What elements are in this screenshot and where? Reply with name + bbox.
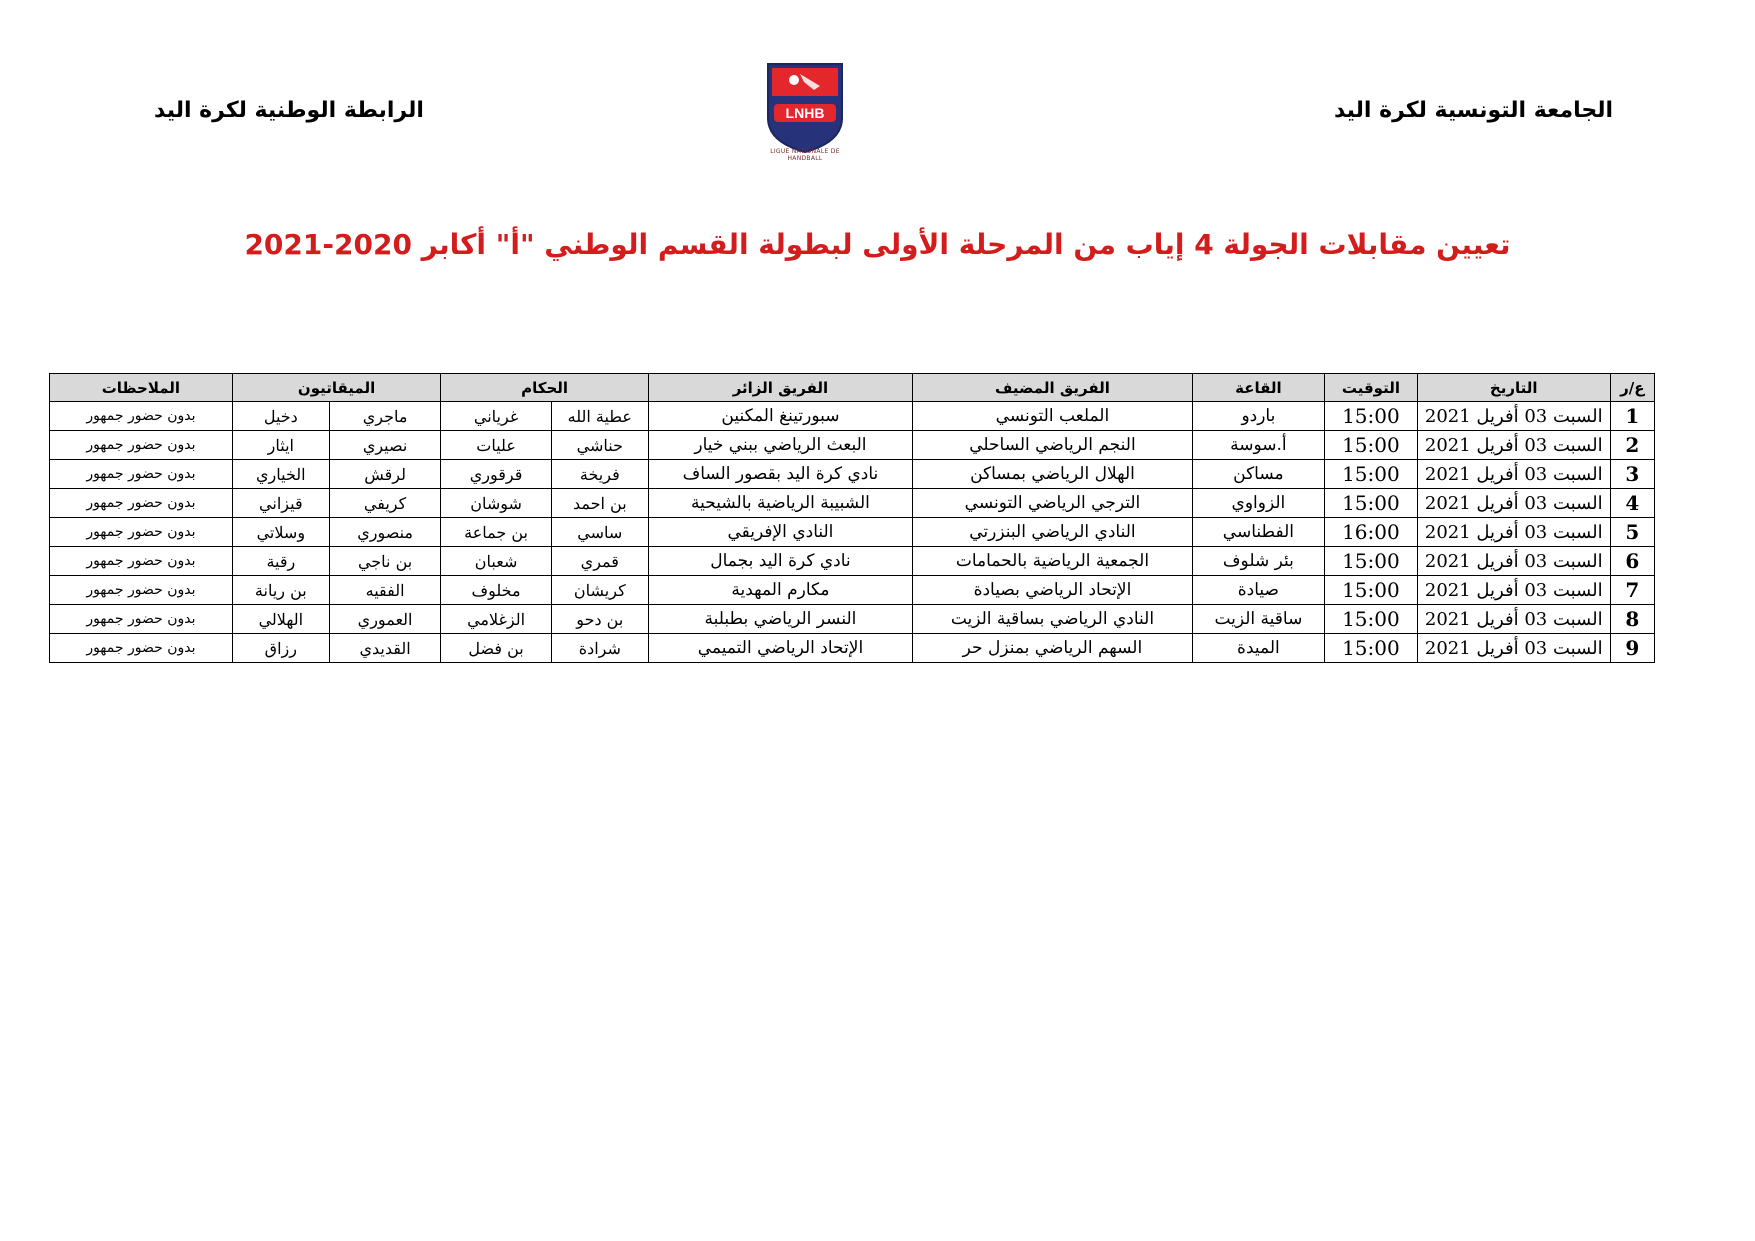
row-timekeeper-1: ماجري	[329, 402, 440, 431]
row-home-team: النادي الرياضي البنزرتي	[913, 518, 1193, 547]
header-home: الفريق المضيف	[913, 374, 1193, 402]
logo-text: LNHB	[785, 105, 825, 121]
table-row	[50, 576, 1655, 605]
row-note: بدون حضور جمهور	[50, 634, 233, 663]
schedule-table	[49, 373, 1655, 663]
row-time: 15:00	[1324, 431, 1417, 460]
row-referee-1: فريخة	[551, 460, 648, 489]
row-note: بدون حضور جمهور	[50, 460, 233, 489]
row-timekeeper-2: رقية	[232, 547, 329, 576]
row-timekeeper-1: العموري	[329, 605, 440, 634]
row-timekeeper-1: لرقش	[329, 460, 440, 489]
row-hall: بئر شلوف	[1192, 547, 1324, 576]
row-num: 9	[1610, 634, 1654, 663]
row-home-team: النادي الرياضي بساقية الزيت	[913, 605, 1193, 634]
row-referee-2: عليات	[441, 431, 551, 460]
header-notes: الملاحظات	[50, 374, 233, 402]
row-timekeeper-1: نصيري	[329, 431, 440, 460]
header-time: التوقيت	[1324, 374, 1417, 402]
row-num: 3	[1610, 460, 1654, 489]
table-row	[50, 460, 1655, 489]
row-away-team: الشبيبة الرياضية بالشيحية	[648, 489, 912, 518]
row-away-team: نادي كرة اليد بجمال	[648, 547, 912, 576]
table-row	[50, 605, 1655, 634]
row-hall: الفطناسي	[1192, 518, 1324, 547]
row-note: بدون حضور جمهور	[50, 605, 233, 634]
row-timekeeper-2: قيزاني	[232, 489, 329, 518]
row-num: 2	[1610, 431, 1654, 460]
row-referee-1: شرادة	[551, 634, 648, 663]
row-home-team: الجمعية الرياضية بالحمامات	[913, 547, 1193, 576]
row-note: بدون حضور جمهور	[50, 547, 233, 576]
row-num: 8	[1610, 605, 1654, 634]
row-timekeeper-2: رزاق	[232, 634, 329, 663]
row-referee-1: بن احمد	[551, 489, 648, 518]
row-timekeeper-1: القديدي	[329, 634, 440, 663]
row-note: بدون حضور جمهور	[50, 489, 233, 518]
row-away-team: النسر الرياضي بطبلبة	[648, 605, 912, 634]
row-away-team: الإتحاد الرياضي التميمي	[648, 634, 912, 663]
row-timekeeper-2: وسلاتي	[232, 518, 329, 547]
row-away-team: سبورتينغ المكنين	[648, 402, 912, 431]
table-row	[50, 431, 1655, 460]
row-referee-1: قمري	[551, 547, 648, 576]
header-referees: الحكام	[441, 374, 648, 402]
row-hall: مساكن	[1192, 460, 1324, 489]
row-date: السبت 03 أفريل 2021	[1417, 402, 1610, 431]
row-timekeeper-2: بن ريانة	[232, 576, 329, 605]
row-time: 15:00	[1324, 489, 1417, 518]
row-timekeeper-2: دخيل	[232, 402, 329, 431]
page-title: تعيين مقابلات الجولة 4 إياب من المرحلة الأولى لبطولة القسم الوطني "أ" أكابر 2020-2021	[244, 228, 1511, 261]
row-time: 15:00	[1324, 402, 1417, 431]
row-num: 6	[1610, 547, 1654, 576]
row-note: بدون حضور جمهور	[50, 576, 233, 605]
row-referee-2: شعبان	[441, 547, 551, 576]
row-time: 15:00	[1324, 576, 1417, 605]
row-date: السبت 03 أفريل 2021	[1417, 431, 1610, 460]
row-referee-2: الزغلامي	[441, 605, 551, 634]
row-home-team: النجم الرياضي الساحلي	[913, 431, 1193, 460]
table-row	[50, 634, 1655, 663]
row-date: السبت 03 أفريل 2021	[1417, 547, 1610, 576]
row-timekeeper-2: الهلالي	[232, 605, 329, 634]
row-away-team: النادي الإفريقي	[648, 518, 912, 547]
league-name: الرابطة الوطنية لكرة اليد	[154, 98, 424, 123]
row-away-team: مكارم المهدية	[648, 576, 912, 605]
row-date: السبت 03 أفريل 2021	[1417, 460, 1610, 489]
table-row	[50, 489, 1655, 518]
row-hall: الزواوي	[1192, 489, 1324, 518]
logo-subtext: LIGUE NATIONALE DE HANDBALL	[770, 148, 840, 162]
row-referee-2: بن جماعة	[441, 518, 551, 547]
row-away-team: البعث الرياضي ببني خيار	[648, 431, 912, 460]
header-date: التاريخ	[1417, 374, 1610, 402]
row-referee-1: بن دحو	[551, 605, 648, 634]
row-referee-2: غرياني	[441, 402, 551, 431]
row-hall: أ.سوسة	[1192, 431, 1324, 460]
row-date: السبت 03 أفريل 2021	[1417, 518, 1610, 547]
header-away: الفريق الزائر	[648, 374, 912, 402]
row-time: 15:00	[1324, 634, 1417, 663]
row-timekeeper-1: كريفي	[329, 489, 440, 518]
row-timekeeper-1: بن ناجي	[329, 547, 440, 576]
row-date: السبت 03 أفريل 2021	[1417, 634, 1610, 663]
row-time: 15:00	[1324, 605, 1417, 634]
row-hall: ساقية الزيت	[1192, 605, 1324, 634]
row-time: 15:00	[1324, 460, 1417, 489]
row-referee-2: شوشان	[441, 489, 551, 518]
row-time: 16:00	[1324, 518, 1417, 547]
lnhb-logo	[764, 60, 846, 155]
row-num: 7	[1610, 576, 1654, 605]
row-home-team: الملعب التونسي	[913, 402, 1193, 431]
row-timekeeper-1: منصوري	[329, 518, 440, 547]
row-hall: باردو	[1192, 402, 1324, 431]
row-referee-2: مخلوف	[441, 576, 551, 605]
row-date: السبت 03 أفريل 2021	[1417, 576, 1610, 605]
federation-name: الجامعة التونسية لكرة اليد	[1333, 98, 1613, 123]
row-note: بدون حضور جمهور	[50, 402, 233, 431]
table-row	[50, 547, 1655, 576]
row-referee-1: كريشان	[551, 576, 648, 605]
row-date: السبت 03 أفريل 2021	[1417, 489, 1610, 518]
row-time: 15:00	[1324, 547, 1417, 576]
row-referee-1: عطية الله	[551, 402, 648, 431]
table-row	[50, 518, 1655, 547]
row-home-team: الترجي الرياضي التونسي	[913, 489, 1193, 518]
row-num: 4	[1610, 489, 1654, 518]
header-hall: القاعة	[1192, 374, 1324, 402]
row-home-team: الإتحاد الرياضي بصيادة	[913, 576, 1193, 605]
row-num: 1	[1610, 402, 1654, 431]
row-timekeeper-1: الفقيه	[329, 576, 440, 605]
row-home-team: الهلال الرياضي بمساكن	[913, 460, 1193, 489]
row-referee-2: قرقوري	[441, 460, 551, 489]
row-hall: الميدة	[1192, 634, 1324, 663]
table-row	[50, 402, 1655, 431]
row-referee-1: ساسي	[551, 518, 648, 547]
row-referee-1: حناشي	[551, 431, 648, 460]
row-away-team: نادي كرة اليد بقصور الساف	[648, 460, 912, 489]
row-hall: صيادة	[1192, 576, 1324, 605]
row-timekeeper-2: الخياري	[232, 460, 329, 489]
row-num: 5	[1610, 518, 1654, 547]
row-referee-2: بن فضل	[441, 634, 551, 663]
row-note: بدون حضور جمهور	[50, 431, 233, 460]
row-note: بدون حضور جمهور	[50, 518, 233, 547]
row-timekeeper-2: ايثار	[232, 431, 329, 460]
header-timekeepers: الميقاتيون	[232, 374, 441, 402]
row-date: السبت 03 أفريل 2021	[1417, 605, 1610, 634]
header-num: ع/ر	[1610, 374, 1654, 402]
row-home-team: السهم الرياضي بمنزل حر	[913, 634, 1193, 663]
table-header-row	[50, 374, 1655, 402]
